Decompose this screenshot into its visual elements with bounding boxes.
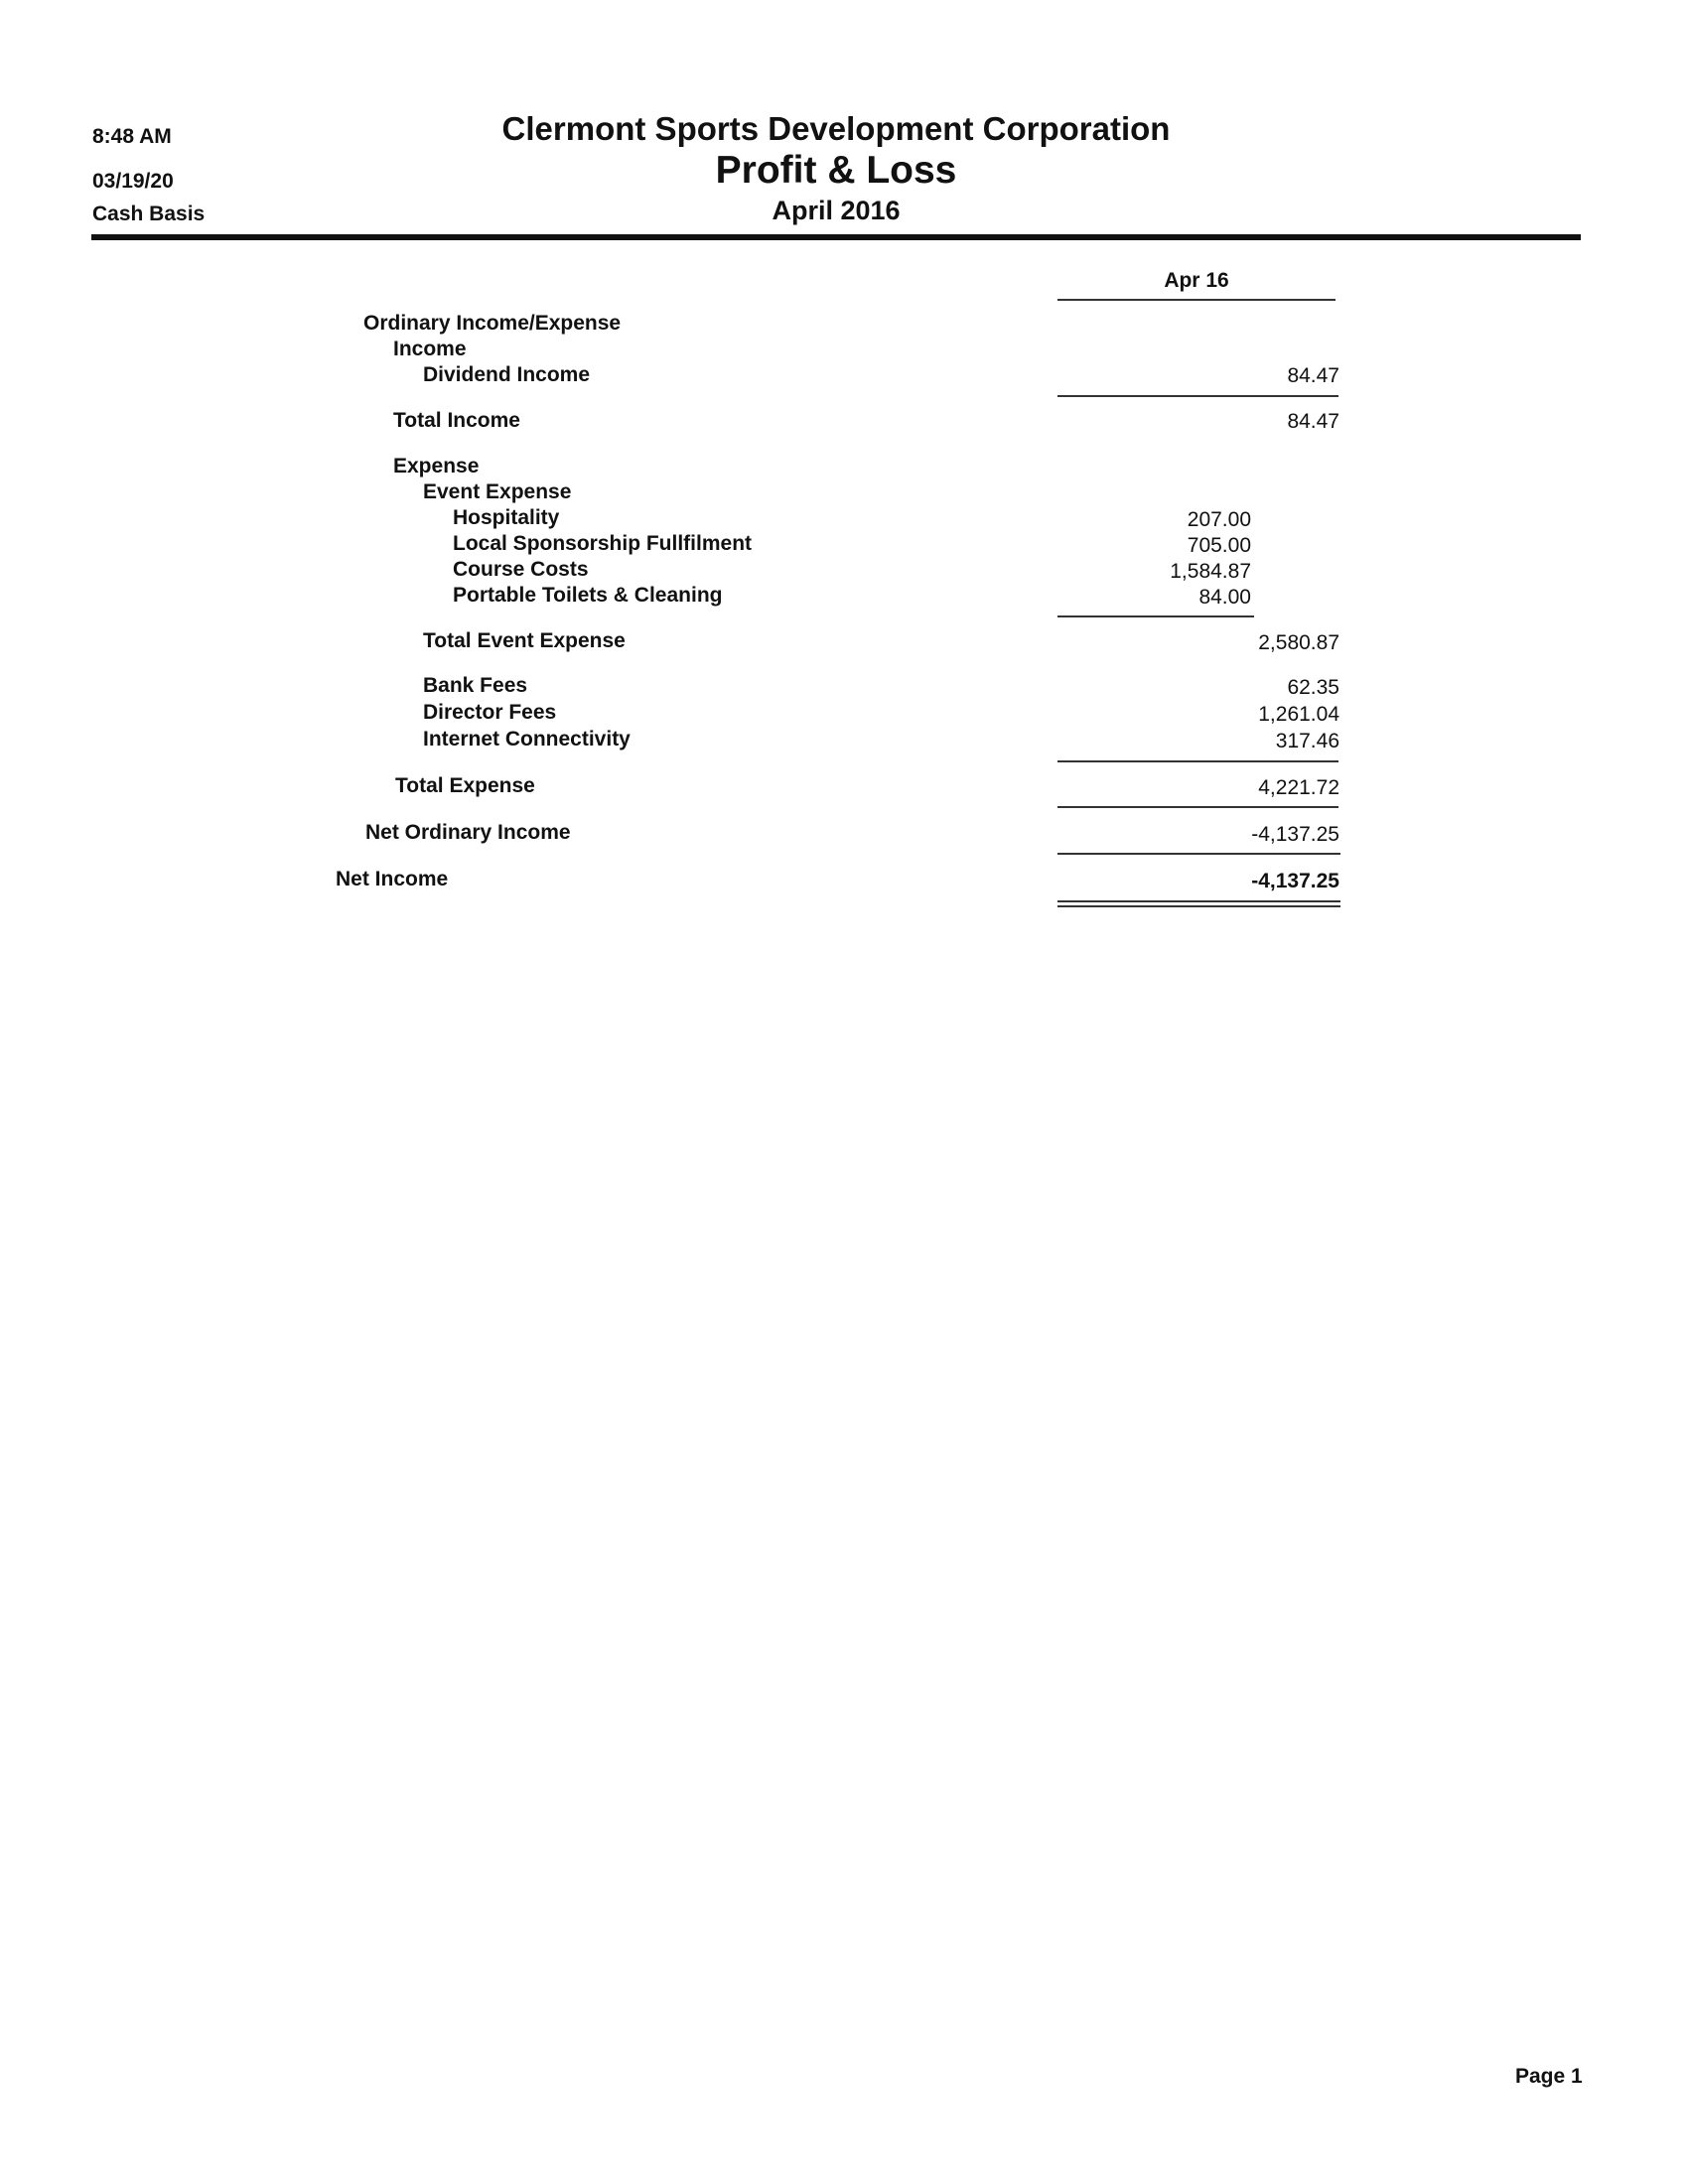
row-value-total-income: 84.47 [1287,410,1339,433]
row-value-hospitality: 207.00 [1187,508,1251,531]
row-value-course-costs: 1,584.87 [1170,560,1251,583]
section-ordinary-income-expense: Ordinary Income/Expense [363,312,622,335]
row-value-total-event-expense: 2,580.87 [1258,631,1339,654]
row-label-dividend-income: Dividend Income [423,363,591,386]
row-label-internet-connectivity: Internet Connectivity [423,728,631,751]
expense-subtotal-rule [1057,760,1338,762]
row-value-portable-toilets: 84.00 [1198,586,1251,609]
row-value-net-ordinary-income: -4,137.25 [1251,823,1339,846]
column-header: Apr 16 [1164,269,1229,292]
net-income-double-rule-bottom [1057,905,1340,907]
report-basis: Cash Basis [92,203,206,225]
net-income-double-rule-top [1057,900,1340,902]
row-label-bank-fees: Bank Fees [423,674,528,697]
page-number: Page 1 [1515,2065,1583,2088]
row-label-hospitality: Hospitality [453,506,560,529]
row-label-net-income: Net Income [336,868,449,890]
row-label-director-fees: Director Fees [423,701,557,724]
row-value-internet-connectivity: 317.46 [1275,730,1339,752]
row-label-portable-toilets: Portable Toilets & Cleaning [453,584,723,607]
header-rule [91,234,1581,240]
report-period: April 2016 [772,196,901,225]
section-event-expense: Event Expense [423,480,572,503]
row-value-net-income: -4,137.25 [1251,870,1339,892]
row-value-bank-fees: 62.35 [1287,676,1339,699]
net-ordinary-rule [1057,806,1338,808]
event-expense-subtotal-rule [1057,615,1254,617]
row-label-total-event-expense: Total Event Expense [423,629,626,652]
column-header-rule [1057,299,1336,301]
row-label-net-ordinary-income: Net Ordinary Income [365,821,571,844]
net-income-rule [1057,853,1340,855]
report-time: 8:48 AM [92,125,172,148]
company-name: Clermont Sports Development Corporation [501,110,1171,147]
report-date: 03/19/20 [92,170,174,193]
report-title: Profit & Loss [715,149,957,192]
row-value-director-fees: 1,261.04 [1258,703,1339,726]
row-value-local-sponsorship: 705.00 [1187,534,1251,557]
row-value-dividend-income: 84.47 [1287,364,1339,387]
row-label-total-income: Total Income [393,409,520,432]
row-label-total-expense: Total Expense [395,774,535,797]
row-label-local-sponsorship: Local Sponsorship Fullfilment [453,532,753,555]
row-value-total-expense: 4,221.72 [1258,776,1339,799]
section-expense: Expense [393,455,480,478]
row-label-course-costs: Course Costs [453,558,589,581]
section-income: Income [393,338,467,360]
income-subtotal-rule [1057,395,1338,397]
